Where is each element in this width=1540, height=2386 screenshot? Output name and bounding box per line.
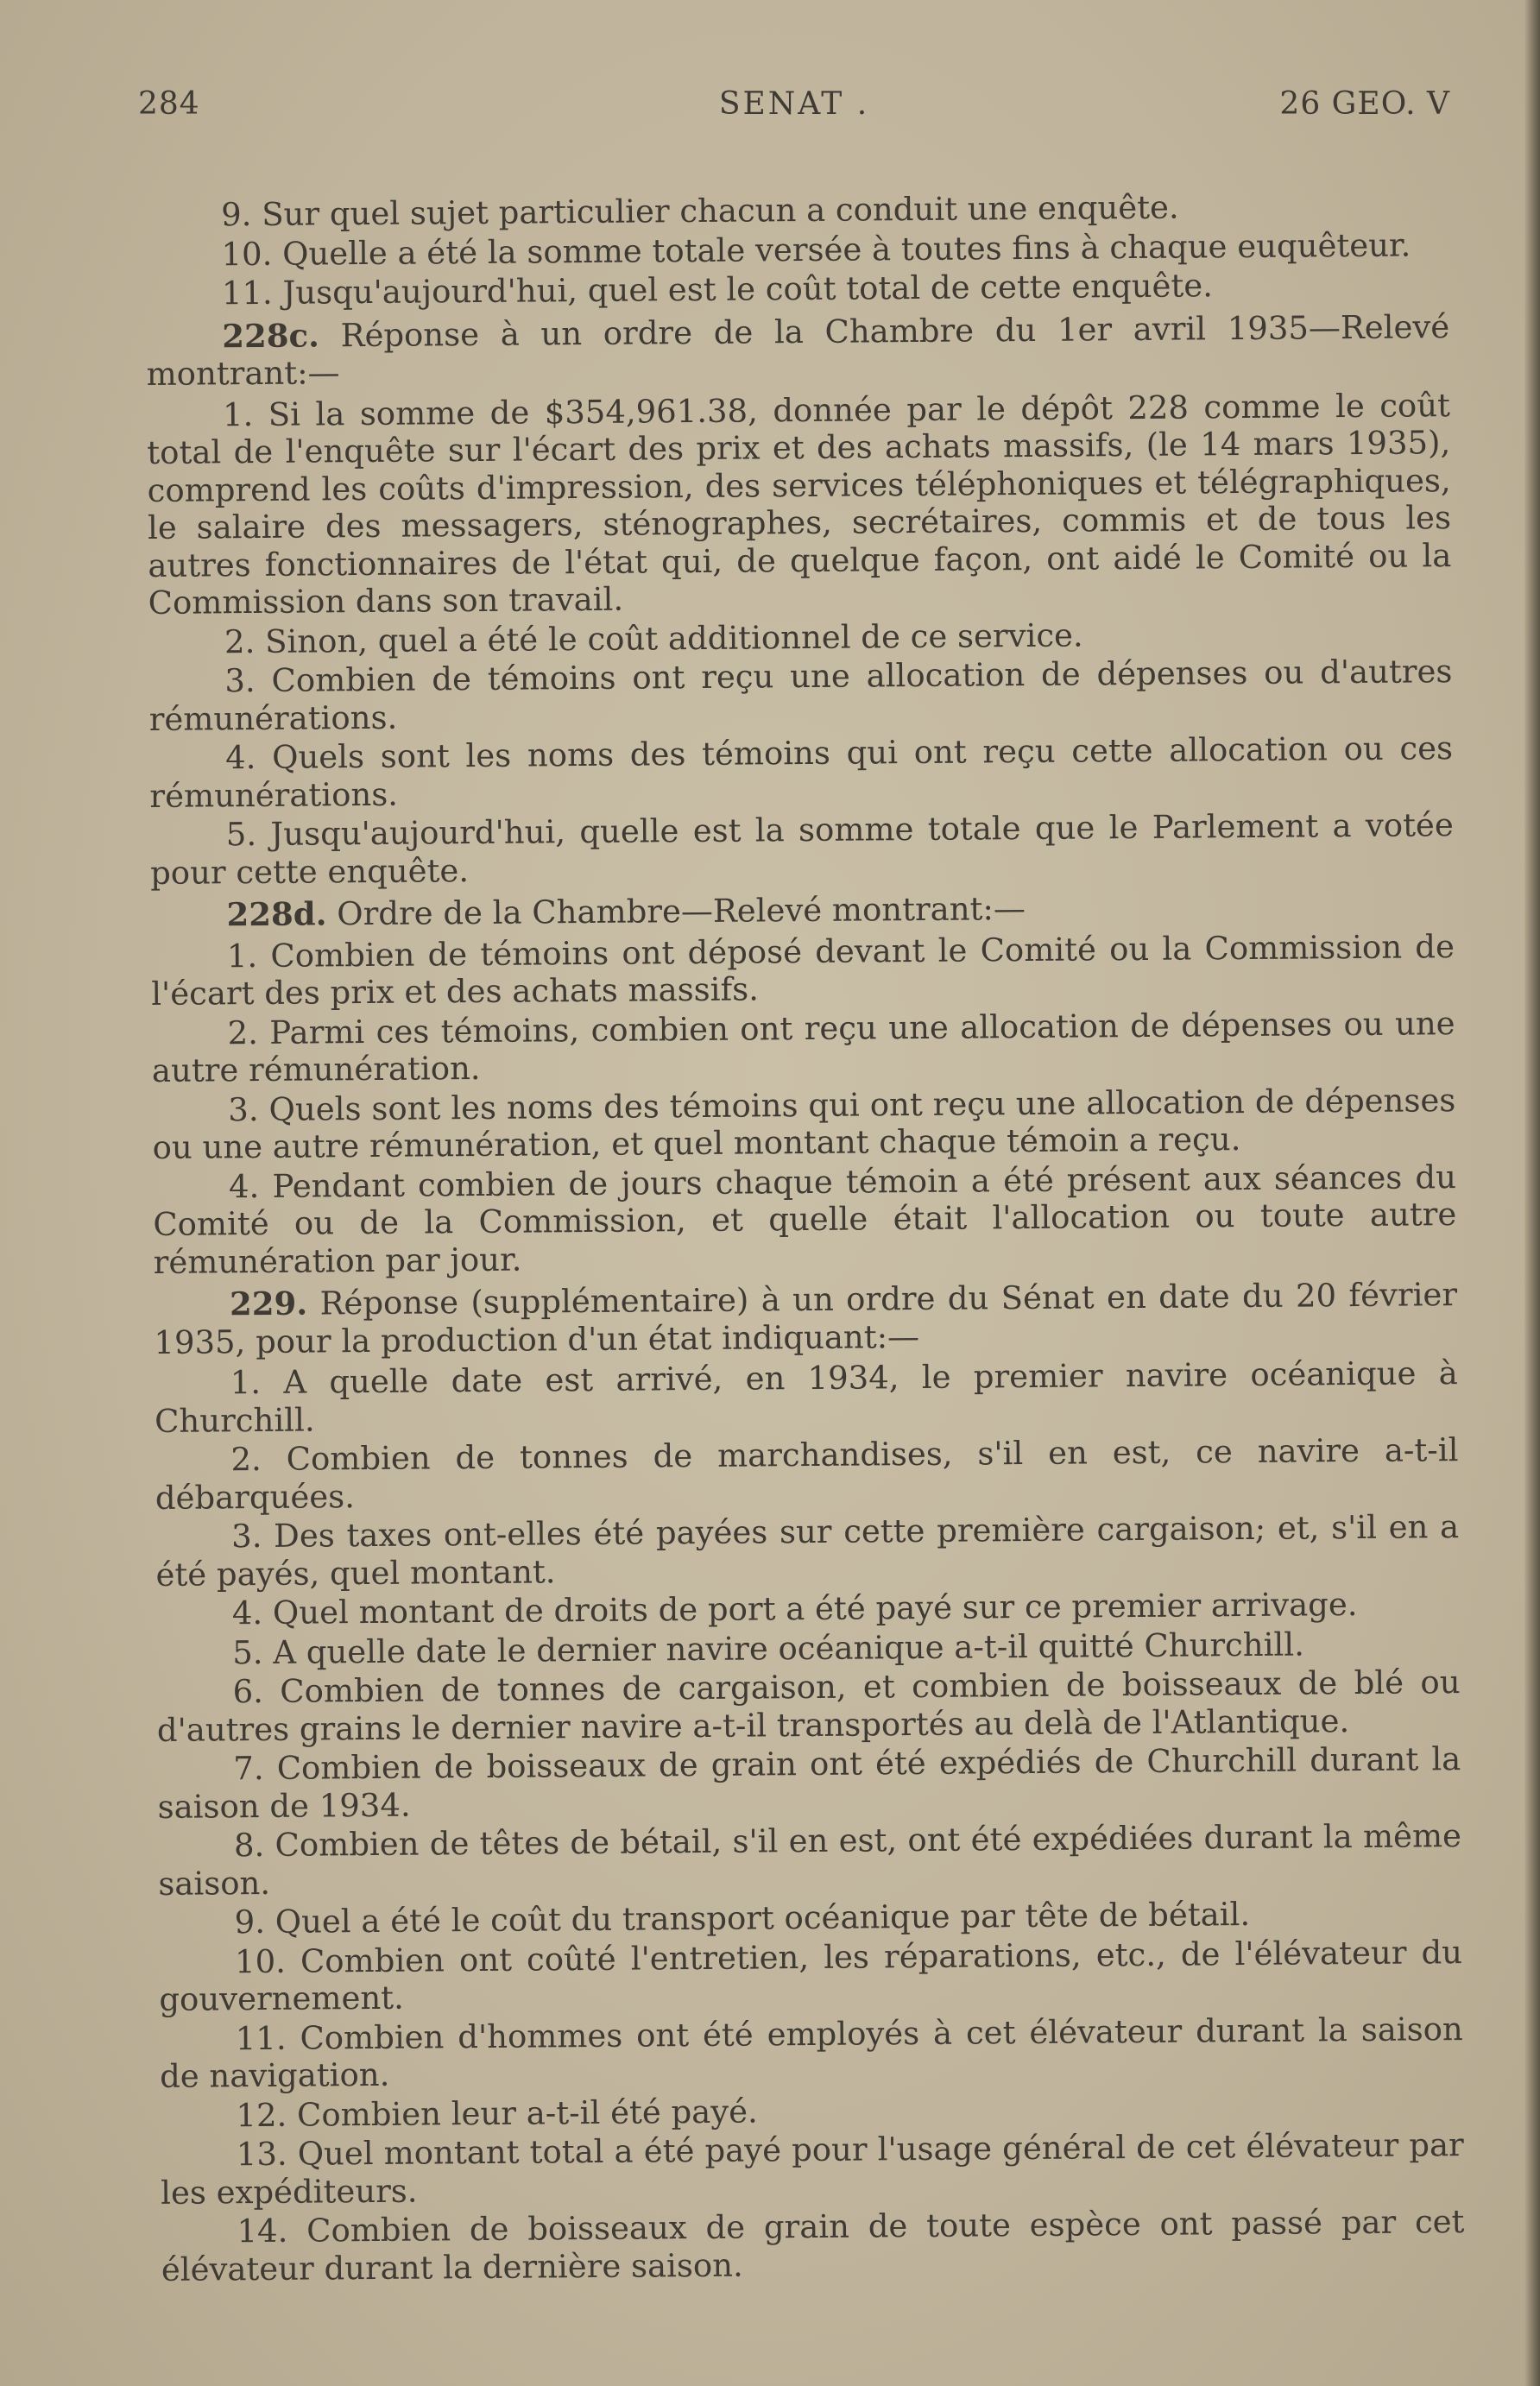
list-item: 5. A quelle date le dernier navire océanique a-t-il quitté Churchill. [232, 1625, 1305, 1671]
list-item: 1. Si la somme de $354,961.38, donnée par le dépôt 228 comme le coût total de l'enquête sur l'écart des prix et des achats massifs, (le 14 mars 1935), comprend les coûts d'impression, des services téléphoniques et télégraphiques, le salaire des messagers, sténographes, secrétaires, commis et de tous les autres fonctionnaires de l'état qui, de quelque façon, ont aidé le Comité ou la Commission dans son travail. [147, 386, 1452, 622]
list-item: 12. Combien leur a-t-il été payé. [236, 2092, 758, 2134]
running-header [138, 86, 1450, 128]
list-item: 11. Jusqu'aujourd'hui, quel est le coût total de cette enquête. [221, 267, 1214, 312]
page-number: 284 [138, 86, 200, 122]
list-item: 6. Combien de tonnes de cargaison, et combien de boisseaux de blé ou d'autres grains le dernier navire a-t-il transportés au delà de l'Atlantique. [156, 1663, 1461, 1749]
list-item: 9. Quel a été le coût du transport océanique par tête de bétail. [234, 1896, 1251, 1941]
list-item: 1. Combien de témoins ont déposé devant le Comité ou la Commission de l'écart des prix et des achats massifs. [151, 927, 1455, 1013]
list-item: 2. Sinon, quel a été le coût additionnel de ce service. [224, 615, 1083, 660]
list-item: 5. Jusqu'aujourd'hui, quelle est la somme totale que le Parlement a votée pour cette enquête. [149, 806, 1454, 892]
section-heading [146, 308, 1450, 394]
list-item: 4. Pendant combien de jours chaque témoin a été présent aux séances du Comité ou de la Commission, et quelle était l'allocation ou toute autre rémunération par jour. [153, 1158, 1457, 1281]
list-item: 14. Combien de boisseaux de grain de toute espèce ont passé par cet élévateur durant la dernière saison. [161, 2203, 1465, 2288]
section-lead: Réponse (supplémentaire) à un ordre du Sénat en date du 20 février 1935, pour la production d'un état indiquant:— [154, 1276, 1458, 1361]
section-number: 229. [229, 1284, 308, 1323]
list-item: 8. Combien de têtes de bétail, s'il en est, ont été expédiées durant la même saison. [158, 1817, 1462, 1903]
list-item: 10. Quelle a été la somme totale versée à toutes fins à chaque euquêteur. [221, 225, 1411, 273]
section-lead: Ordre de la Chambre—Relevé montrant:— [337, 890, 1026, 933]
document-body [145, 186, 1465, 2290]
list-item: 4. Quels sont les noms des témoins qui ont reçu cette allocation ou ces rémunérations. [149, 729, 1454, 815]
list-item: 2. Parmi ces témoins, combien ont reçu une allocation de dépenses ou une autre rémunération. [151, 1004, 1455, 1089]
page-edge-shadow [1524, 0, 1540, 2386]
list-item: 1. A quelle date est arrivé, en 1934, le premier navire océanique à Churchill. [154, 1354, 1458, 1440]
list-item: 7. Combien de boisseaux de grain ont été expédiés de Churchill durant la saison de 1934. [157, 1740, 1461, 1826]
list-item: 3. Des taxes ont-elles été payées sur cette première cargaison; et, s'il en a été payés, quel montant. [155, 1508, 1460, 1594]
list-item: 11. Combien d'hommes ont été employés à cet élévateur durant la saison de navigation. [159, 2010, 1463, 2095]
section-heading [154, 1276, 1458, 1361]
section-heading [150, 887, 1454, 934]
list-item: 10. Combien ont coûté l'entretien, les réparations, etc., de l'élévateur du gouvernement. [159, 1933, 1463, 2018]
section-lead: Réponse à un ordre de la Chambre du 1er avril 1935—Relevé montrant:— [146, 307, 1450, 393]
list-item: 3. Quels sont les noms des témoins qui ont reçu une allocation de dépenses ou une autre rémunération, et quel montant chaque témoin a reçu. [152, 1081, 1456, 1166]
list-item: 3. Combien de témoins ont reçu une allocation de dépenses ou d'autres rémunérations. [148, 653, 1453, 738]
list-item: 2. Combien de tonnes de marchandises, s'il en est, ce navire a-t-il débarquées. [155, 1431, 1459, 1517]
section-number: 228d. [226, 894, 327, 934]
header-session: 26 GEO. V [1279, 86, 1450, 122]
section-number: 228c. [222, 315, 320, 355]
list-item: 13. Quel montant total a été payé pour l'usage général de cet élévateur par les expéditeurs. [160, 2126, 1464, 2212]
list-item: 9. Sur quel sujet particulier chacun a conduit une enquête. [220, 188, 1179, 234]
header-title: SENAT . [718, 86, 870, 122]
list-item: 4. Quel montant de droits de port a été payé sur ce premier arrivage. [231, 1586, 1358, 1632]
